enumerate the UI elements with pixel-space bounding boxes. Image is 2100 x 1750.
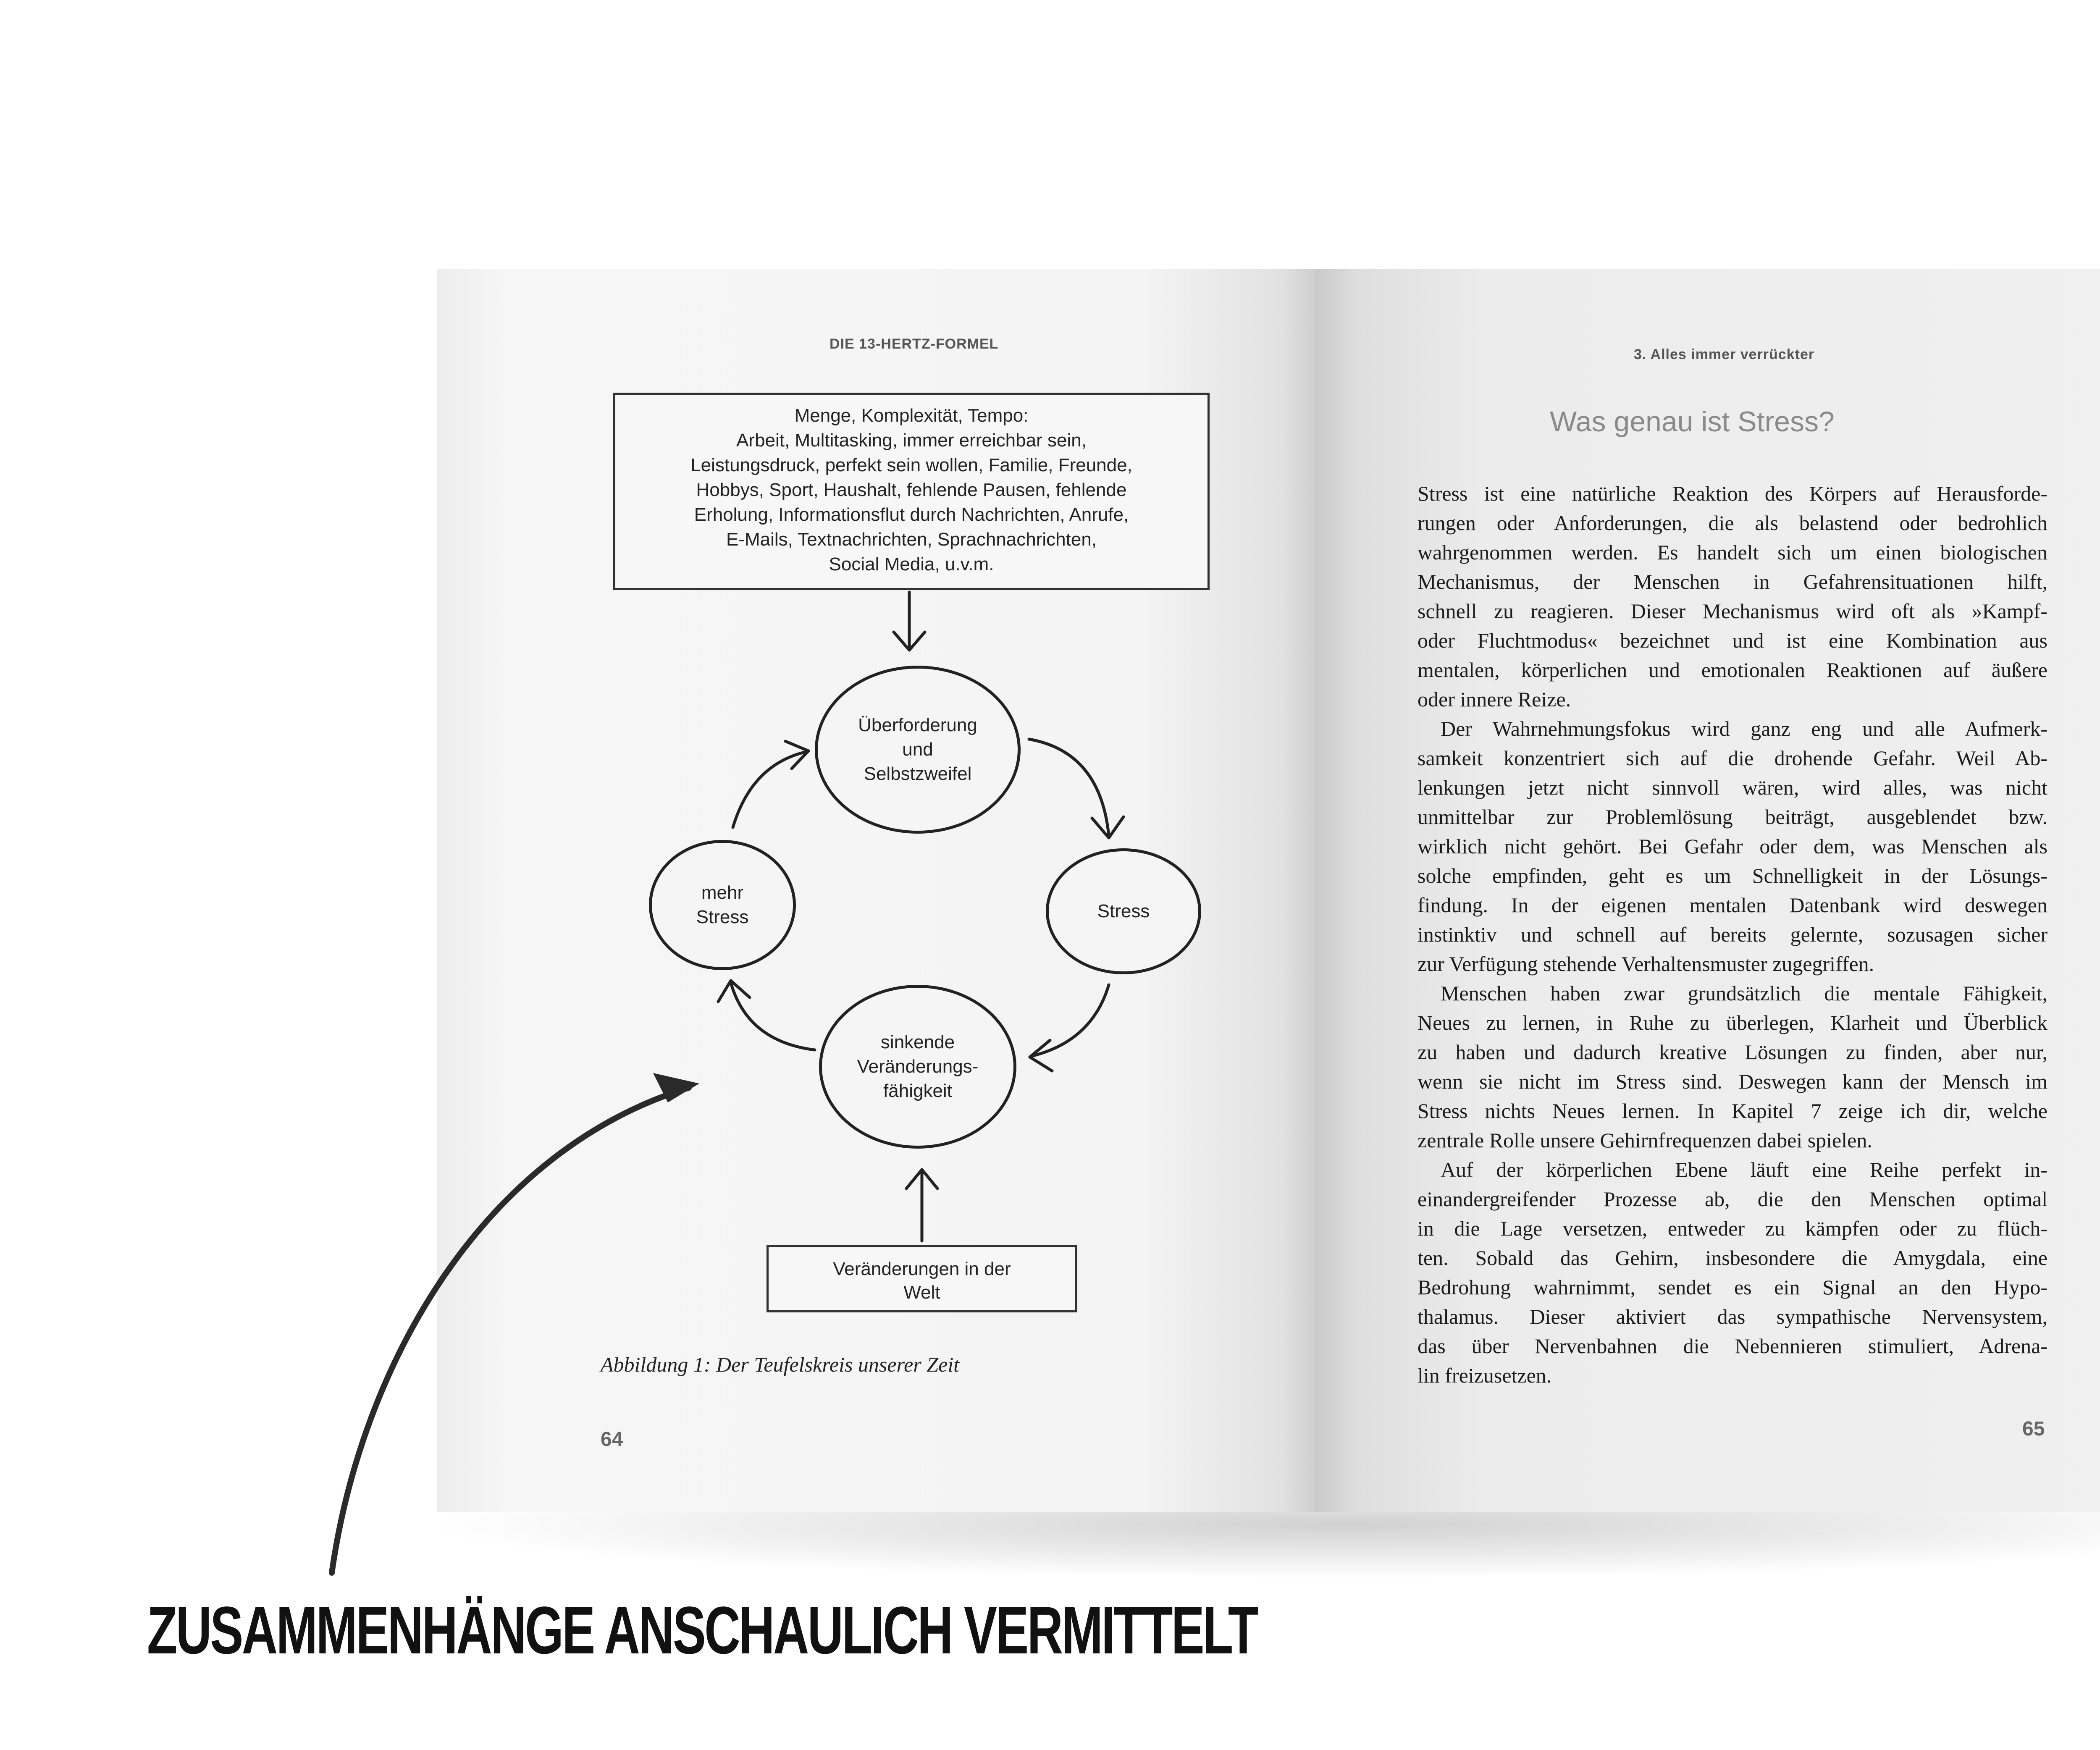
right-page-number: 65	[2022, 1418, 2045, 1440]
text-line: zur Verfügung stehende Verhaltensmuster zugegriffen.	[1418, 952, 1874, 976]
text-line: mentalen, körperlichen und emotionalen Reaktionen auf äußere	[1418, 658, 2048, 682]
left-page-number: 64	[601, 1428, 623, 1451]
text-line: instinktiv und schnell auf bereits gelernte, sozusagen sicher	[1418, 923, 2048, 946]
text-line: Stress nichts Neues lernen. In Kapitel 7 zeige ich dir, welche	[1418, 1099, 2048, 1123]
cycle-node-text: mehr	[701, 882, 744, 903]
text-line: zu haben und dadurch kreative Lösungen zu finden, aber nur,	[1418, 1040, 2048, 1064]
bottom-box-line: Veränderungen in der	[833, 1259, 1011, 1279]
cycle-node-declining-ability	[819, 985, 1016, 1149]
text-line: Mechanismus, der Menschen in Gefahrensituationen hilft,	[1418, 570, 2048, 593]
top-box-line: Menge, Komplexität, Tempo:	[794, 405, 1029, 426]
text-line: oder Fluchtmodus« bezeichnet und ist eine Kombination aus	[1418, 629, 2048, 652]
text-line: lenkungen jetzt nicht sinnvoll wären, wird alles, was nicht	[1418, 776, 2048, 799]
text-line: Menschen haben zwar grundsätzlich die mentale Fähigkeit,	[1441, 981, 2048, 1005]
right-running-head: 3. Alles immer verrückter	[1634, 346, 1815, 362]
cycle-node-text: fähigkeit	[883, 1081, 952, 1101]
top-box-line: Erholung, Informationsflut durch Nachrichten, Anrufe,	[694, 504, 1129, 525]
cycle-node-text: Stress	[696, 907, 749, 927]
figure-caption: Abbildung 1: Der Teufelskreis unserer Zeit	[601, 1353, 960, 1376]
text-line: Bedrohung wahrnimmt, sendet es ein Signal an den Hypo-	[1418, 1275, 2048, 1299]
bottom-box-line: Welt	[903, 1282, 940, 1303]
text-line: wirklich nicht gehört. Bei Gefahr oder dem, was Menschen als	[1418, 834, 2048, 858]
cycle-node-text: und	[902, 739, 933, 760]
text-line: zentrale Rolle unsere Gehirnfrequenzen dabei spielen.	[1418, 1128, 1872, 1152]
text-line: wenn sie nicht im Stress sind. Deswegen kann der Mensch im	[1418, 1070, 2048, 1093]
top-box-line: Arbeit, Multitasking, immer erreichbar sein,	[736, 430, 1087, 451]
diagram-bottom-box	[766, 1245, 1077, 1312]
cycle-node-text: Selbstzweifel	[864, 763, 972, 784]
cycle-node-text: Überforderung	[858, 715, 977, 735]
text-line: ten. Sobald das Gehirn, insbesondere die Amygdala, eine	[1418, 1246, 2048, 1270]
cycle-node-stress	[1046, 848, 1201, 974]
text-line: samkeit konzentriert sich auf die drohende Gefahr. Weil Ab-	[1418, 746, 2048, 770]
text-line: Stress ist eine natürliche Reaktion des Körpers auf Herausforde-	[1418, 482, 2048, 505]
text-line: rungen oder Anforderungen, die als belastend oder bedrohlich	[1418, 511, 2048, 535]
arrow-cycle-top-right	[1029, 739, 1109, 836]
section-title: Was genau ist Stress?	[1550, 406, 1835, 438]
text-line: Auf der körperlichen Ebene läuft eine Reihe perfekt in-	[1441, 1158, 2048, 1181]
text-line: solche empfinden, geht es um Schnelligkeit in der Lösungs-	[1418, 864, 2048, 887]
text-line: lin freizusetzen.	[1418, 1364, 1552, 1387]
top-box-line: E-Mails, Textnachrichten, Sprachnachrichten,	[726, 529, 1097, 550]
text-line: Neues zu lernen, in Ruhe zu überlegen, Klarheit und Überblick	[1418, 1011, 2048, 1034]
text-line: findung. In der eigenen mentalen Datenbank wird deswegen	[1418, 893, 2048, 917]
text-line: das über Nervenbahnen die Nebennieren stimuliert, Adrena-	[1418, 1334, 2048, 1358]
text-line: Der Wahrnehmungsfokus wird ganz eng und alle Aufmerk-	[1441, 717, 2048, 740]
text-line: wahrgenommen werden. Es handelt sich um einen biologischen	[1418, 540, 2048, 564]
cycle-node-text: sinkende	[880, 1032, 955, 1052]
text-line: in die Lage versetzen, entweder zu kämpfen oder zu flüch-	[1418, 1217, 2048, 1240]
body-text	[1418, 479, 2048, 1390]
text-line: thalamus. Dieser aktiviert das sympathische Nervensystem,	[1418, 1305, 2048, 1328]
callout-arrow-icon	[332, 1088, 689, 1573]
cycle-node-text: Stress	[1097, 901, 1150, 921]
text-line: unmittelbar zur Problemlösung beiträgt, ausgeblendet bzw.	[1418, 805, 2048, 829]
top-box-line: Leistungsdruck, perfekt sein wollen, Familie, Freunde,	[690, 455, 1132, 475]
top-box-line: Hobbys, Sport, Haushalt, fehlende Pausen, fehlende	[696, 480, 1127, 500]
text-line: oder innere Reize.	[1418, 687, 1571, 711]
text-line: schnell zu reagieren. Dieser Mechanismus wird oft als »Kampf-	[1418, 599, 2048, 623]
cycle-node-more-stress	[649, 840, 796, 970]
slogan-headline: ZUSAMMENHÄNGE ANSCHAULICH VERMITTELT	[147, 1593, 1257, 1668]
cycle-node-text: Veränderungs-	[857, 1056, 979, 1077]
left-running-head: DIE 13-HERTZ-FORMEL	[830, 336, 999, 352]
text-line: einandergreifender Prozesse ab, die den Menschen optimal	[1418, 1187, 2048, 1211]
cycle-node-overload	[815, 666, 1021, 834]
top-box-line: Social Media, u.v.m.	[829, 554, 994, 575]
